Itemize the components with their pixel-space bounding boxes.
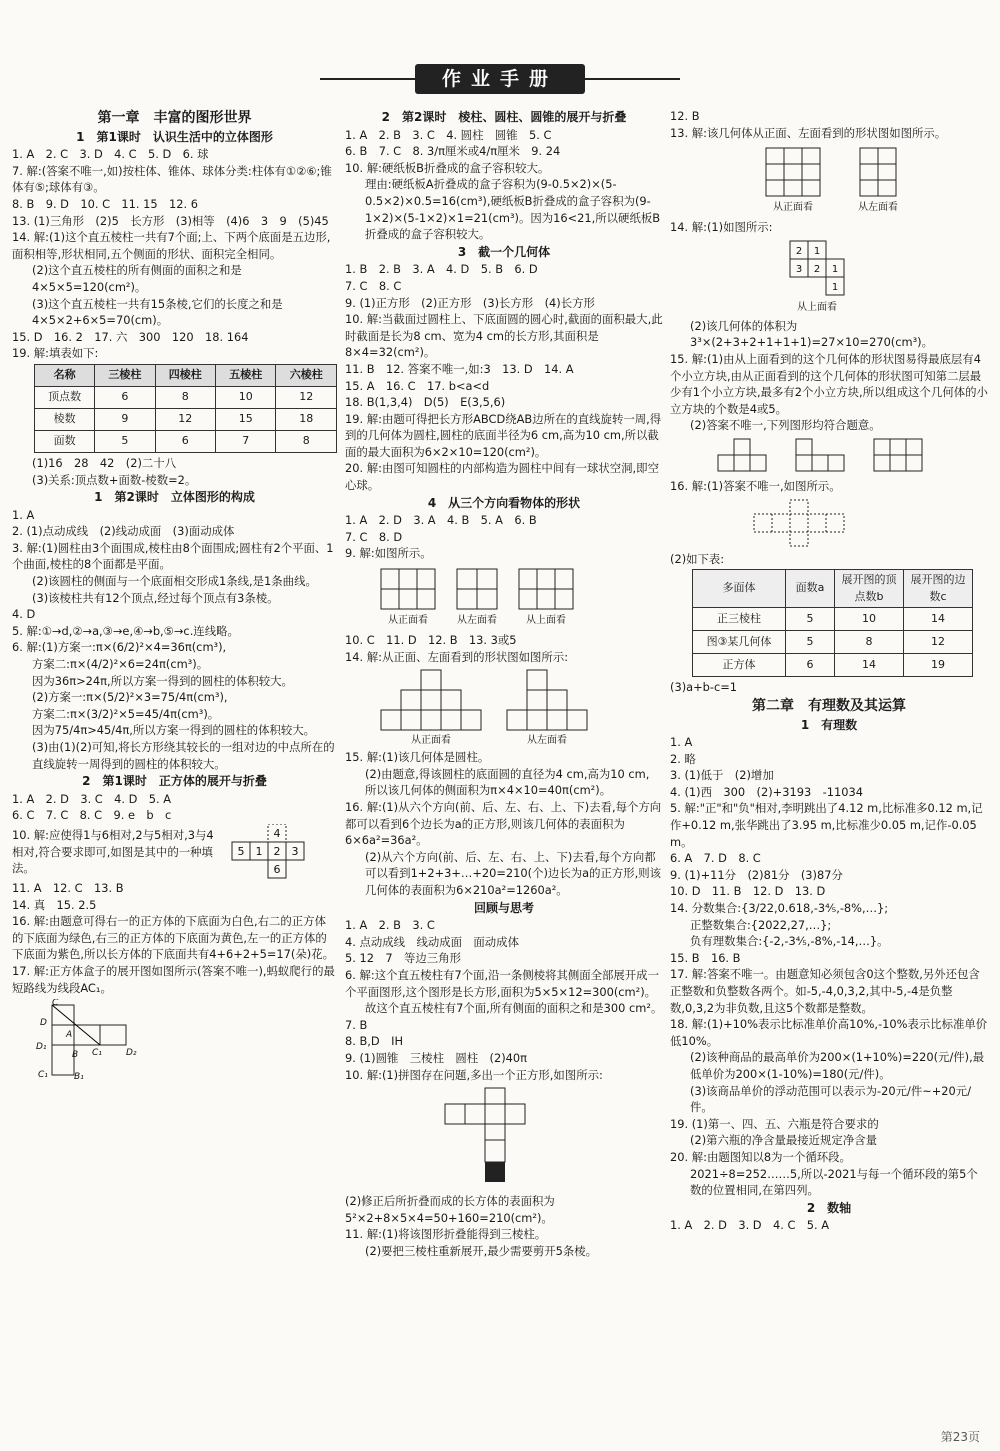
answer-line: 3. (1)低于 (2)增加 [670,768,774,783]
answer-line: 20. 解:由题图知以8为一个循环段。 [670,1149,851,1164]
answer-line: 2. 略 [670,751,696,766]
table-cell: 三棱柱 [95,364,155,386]
answer-line: 1. A [12,507,35,522]
page-title: 作业手册 [415,64,585,94]
answer-line: 15. 解:(1)由从上面看到的这个几何体的形状图易得最底层有4个小立方块,由从正面看到的这个几何体的形状图可知第二层最少有1个小立方块,最多有2个小立方块,所以组成这个几何体的小立方块的个数是4或5。 [670,351,988,416]
cube-count: 1 [813,245,821,257]
answer-line: 1. A 2. B 3. C 4. 圆柱 圆锥 5. C [345,127,552,142]
answer-line: 15. 解:(1)该几何体是圆柱。 [345,750,490,765]
answer-line: (1)16 28 42 (2)二十八 [32,455,177,470]
answer-line: 13. 解:该几何体从正面、左面看到的形状图如图所示。 [670,125,947,140]
table-cell: 多面体 [693,570,786,608]
table-cell: 展开图的顶点数b [835,570,904,608]
answer-line: 1. A [670,735,693,750]
answer-line: 10. 解:应使得1与6相对,2与5相对,3与4相对,符合要求即可,如图是其中的一种填法。 [12,828,214,876]
answer-line: 14. 解:(1)如图所示: [670,220,773,235]
cube-count: 1 [831,263,839,275]
view-caption: 从左面看 [858,202,898,214]
vertex-label: C₁ [38,1070,48,1081]
answer-line: 故这个直五棱柱有7个面,所有侧面的面积之和是300 cm²。 [365,1001,663,1016]
section-title: 2 数轴 [806,1200,852,1215]
net-label: 2 [273,844,281,858]
table-row [35,408,337,430]
answer-line: 18. 解:(1)+10%表示比标准单价高10%,-10%表示比标准单价低10%。 [670,1017,988,1048]
net-label: 6 [273,862,281,876]
table-cell: 5 [786,608,835,631]
top-view-figure [770,239,970,315]
table-cell: 棱数 [35,408,95,430]
vertex-label: C₁ [92,1048,102,1059]
view-caption: 从正面看 [411,735,451,747]
table-row [693,631,973,654]
vertex-label: B₁ [74,1072,84,1082]
answer-line: 17. 解:正方体盒子的展开图如图所示(答案不唯一),蚂蚁爬行的最短路线为线段AC₁。 [12,963,335,995]
net-label: 4 [273,826,281,840]
vertex-label: A [66,1030,73,1041]
section-title: 1 有理数 [800,717,858,732]
view-caption: 从正面看 [388,615,428,627]
vertex-label: C [52,999,59,1009]
table-cell: 8 [155,386,215,408]
answer-line: 正整数集合:{2022,27,…}; [690,917,832,932]
front-left-views-figure [367,668,607,746]
cube-count: 2 [795,245,803,257]
answer-line: 15. B 16. B [670,950,741,965]
table-cell: 6 [786,654,835,677]
answer-line: 10. 解:硬纸板B折叠成的盒子容积较大。 [345,160,550,175]
answer-line: 6. 解:这个直五棱柱有7个面,沿一条侧棱将其侧面全部展开成一个平面图形,这个图形是长方形,面积为5×5×12=300(cm²)。 [345,967,659,999]
answer-line: 5. 解:"正"和"负"相对,李明跳出了4.12 m,比标准多0.12 m,记作+0.12 m,张华跳出了3.95 m,比标准少0.05 m,记作-0.05 m。 [670,801,983,849]
chapter-title: 第一章 丰富的图形世界 [97,110,252,126]
answer-line: 负有理数集合:{-2,-3⁴⁄₅,-8%,-14,…}。 [690,934,889,949]
view-caption: 从上面看 [526,615,566,627]
answer-line: (3)a+b-c=1 [670,680,738,695]
answer-line: 16. 解:(1)答案不唯一,如图所示。 [670,478,841,493]
answer-line: (2)这个直五棱柱的所有侧面的面积之和是4×5×5=120(cm²)。 [32,263,242,294]
answer-line: (2)该种商品的最高单价为200×(1+10%)=220(元/件),最低单价为200×(1-10%)=180(元/件)。 [690,1050,985,1081]
answer-line: 1. A 2. D 3. A 4. B 5. A 6. B [345,513,537,528]
answer-line: (3)该棱柱共有12个顶点,经过每个顶点有3条棱。 [32,590,279,605]
answer-line: 5. 12 7 等边三角形 [345,951,461,966]
answer-line: 10. D 11. B 12. D 13. D [670,884,826,899]
vertex-label: D₂ [126,1048,137,1059]
answer-line: 2. (1)点动成线 (2)线动成面 (3)面动成体 [12,524,235,539]
answer-line: 7. C 8. D [345,529,403,544]
answer-line: (2)答案不唯一,下列图形均符合题意。 [690,418,881,433]
answer-line: 11. B 12. 答案不唯一,如:3 13. D 14. A [345,361,574,376]
prism-table [34,364,337,453]
answer-line: (2)如下表: [670,551,725,566]
table-cell: 19 [904,654,973,677]
net-16-figure [750,498,910,548]
cube-count: 2 [813,263,821,275]
answer-line: 14. 真 15. 2.5 [12,897,97,912]
answer-line: (2)第六瓶的净含量最接近规定净含量 [690,1133,877,1148]
table-row [693,654,973,677]
header-banner [320,64,680,94]
table-cell: 14 [835,654,904,677]
table-cell: 6 [95,386,155,408]
net-label: 3 [291,844,299,858]
table-cell: 9 [95,408,155,430]
cube-count: 1 [831,281,839,293]
answer-line: (3)关系:顶点数+面数-棱数=2。 [32,472,197,487]
answer-line: 19. (1)第一、四、五、六瓶是符合要求的 [670,1116,879,1131]
table-cell: 10 [216,386,276,408]
view-caption: 从左面看 [527,735,567,747]
answer-line: (2)修正后所折叠而成的长方体的表面积为5²×2+8×5×4=50+160=210(cm²)。 [345,1194,555,1225]
answer-line: 方案二:π×(4/2)²×6=24π(cm³)。 [32,657,209,672]
table-cell: 15 [216,408,276,430]
answer-line: (2)该几何体的体积为3³×(2+3+2+1+1+1)=27×10=270(cm³)。 [690,318,934,350]
table-header-row [35,364,337,386]
table-row [693,608,973,631]
table-cell: 五棱柱 [216,364,276,386]
answer-line: 16. 解:(1)从六个方向(前、后、左、右、上、下)去看,每个方向都可以看到6个边长为a的正方形,则该几何体的表面积为6×6a²=36a²。 [345,800,662,848]
answer-line: 18. B(1,3,4) D(5) E(3,5,6) [345,395,506,410]
answer-line: 20. 解:由图可知圆柱的内部构造为圆柱中间有一球状空洞,即空心球。 [345,461,659,493]
table-cell: 六棱柱 [276,364,337,386]
answer-line: 10. 解:当截面过圆柱上、下底面圆的圆心时,截面的面积最大,此时截面是长为8 cm、宽为4 cm的长方形,其面积是8×4=32(cm²)。 [345,312,663,360]
table-cell: 5 [95,430,155,452]
answer-line: 9. (1)圆锥 三棱柱 圆柱 (2)40π [345,1050,528,1065]
cube-net-figure [228,824,328,880]
answer-line: (3)这个直五棱柱一共有15条棱,它们的长度之和是4×5×2+6×5=70(cm)。 [32,296,283,328]
view-caption: 从左面看 [457,615,497,627]
box-net-figure [34,999,174,1081]
vertex-label: D [40,1018,47,1029]
answer-line: 17. 解:答案不唯一。由题意知必须包含0这个整数,另外还包含正整数和负整数各两个。如-5,-4,0,3,2,其中-5,-4是负整数,0,3,2为非负数,且这5个数都是整数。 [670,967,980,1015]
column-left [12,108,337,1084]
answer-line: 1. A 2. D 3. D 4. C 5. A [670,1218,830,1233]
answer-line: 7. 解:(答案不唯一,如)按柱体、锥体、球体分类:柱体有①②⑥;锥体有⑤;球体有③。 [12,163,332,195]
answer-line: 6. B 7. C 8. 3/π厘米或4/π厘米 9. 24 [345,144,561,159]
answer-line: 11. 解:(1)将该图形折叠能得到三棱柱。 [345,1227,547,1242]
answer-line: (2)该圆柱的侧面与一个底面相交形成1条线,是1条曲线。 [32,574,317,589]
answer-line: 10. 解:(1)拼图存在问题,多出一个正方形,如图所示: [345,1067,603,1082]
table-cell: 14 [904,608,973,631]
answer-line: 3. 解:(1)圆柱由3个面围成,棱柱由8个面围成;圆柱有2个平面、1个曲面,棱柱的8个面都是平面。 [12,540,334,572]
answer-line: 16. 解:由题意可得右一的正方体的下底面为白色,右二的正方体的下底面为绿色,右三的正方体的下底面为黄色,左一的正方体的下底面为紫色,所以长方体的下底面共有4+6+2+5=17(朵)花。 [12,914,334,962]
view-caption: 从正面看 [773,202,813,214]
answer-line: 15. D 16. 2 17. 六 300 120 18. 164 [12,329,249,344]
answer-line: 1. A 2. C 3. D 4. C 5. D 6. 球 [12,147,209,162]
answer-line: 因为36π>24π,所以方案一得到的圆柱的体积较大。 [32,673,293,688]
answer-line: 14. 分数集合:{3/22,0.618,-3⁴⁄₅,-8%,…}; [670,901,889,916]
answer-line: 9. (1)正方形 (2)正方形 (3)长方形 (4)长方形 [345,295,595,310]
answer-line: 15. A 16. C 17. b<a<d [345,378,490,393]
box-net-fix-figure [425,1086,585,1190]
answer-line: 因为75/4π>45/4π,所以方案一得到的圆柱的体积较大。 [32,723,316,738]
answer-line: 1. A 2. D 3. C 4. D 5. A [12,791,172,806]
polyhedron-table [692,569,973,677]
answer-line: 4. D [12,607,36,622]
answer-line: 方案二:π×(3/2)²×5=45/4π(cm³)。 [32,706,220,721]
answer-line: 1. B 2. B 3. A 4. D 5. B 6. D [345,262,538,277]
answer-line: (2)方案一:π×(5/2)²×3=75/4π(cm³), [32,690,228,705]
table-cell: 12 [276,386,337,408]
table-cell: 8 [276,430,337,452]
table-cell: 10 [835,608,904,631]
answer-line: (3)该商品单价的浮动范围可以表示为-20元/件~+20元/件。 [690,1083,972,1115]
answer-line: 11. A 12. C 13. B [12,880,124,895]
answer-line: 8. B,D IH [345,1034,404,1049]
page-number: 第23页 [940,1430,980,1444]
answer-line: 6. 解:(1)方案一:π×(6/2)²×4=36π(cm³), [12,640,227,655]
answer-line: 14. 解:从正面、左面看到的形状图如图所示: [345,649,569,664]
answer-line: 4. 点动成线 线动成面 面动成体 [345,934,519,949]
column-right [670,108,988,1234]
table-cell: 18 [276,408,337,430]
section-title: 2 第2课时 棱柱、圆柱、圆锥的展开与折叠 [381,110,627,124]
answer-line: 10. C 11. D 12. B 13. 3或5 [345,633,517,648]
table-row [35,430,337,452]
three-views-figure [367,565,597,629]
vertex-label: B [72,1050,79,1061]
table-cell: 面数 [35,430,95,452]
net-label: 1 [255,844,263,858]
table-cell: 8 [835,631,904,654]
answer-line: 13. (1)三角形 (2)5 长方形 (3)相等 (4)6 3 9 (5)45 [12,213,329,228]
extra-square [485,1162,505,1182]
answer-line: 8. B 9. D 10. C 11. 15 12. 6 [12,196,199,211]
net-label: 5 [237,844,245,858]
section-title: 2 第1课时 正方体的展开与折叠 [82,774,267,789]
column-middle [345,108,663,1259]
table-cell: 图③某几何体 [693,631,786,654]
answer-line: 5. 解:①→d,②→a,③→e,④→b,⑤→c.连线略。 [12,623,239,638]
table-cell: 12 [155,408,215,430]
answer-line: 7. C 8. C [345,278,402,293]
answer-line: 14. 解:(1)这个直五棱柱一共有7个面;上、下两个底面是五边形,面积相等,形状相同,五个侧面的形状、面积完全相同。 [12,230,331,261]
chapter-title: 第二章 有理数及其运算 [752,697,906,714]
answer-line: 2021÷8=252……5,所以-2021与每一个循环段的第5个数的位置相同,在第四列。 [690,1166,978,1198]
table-cell: 顶点数 [35,386,95,408]
section-title: 4 从三个方向看物体的形状 [427,495,581,510]
answer-line: (2)由题意,得该圆柱的底面圆的直径为4 cm,高为10 cm, [365,766,650,781]
section-title: 1 第2课时 立体图形的构成 [94,490,255,505]
answer-line: 19. 解:填表如下: [12,346,99,361]
option-shapes-figure [704,437,964,475]
table-cell: 面数a [786,570,835,608]
answer-line: 9. 解:如图所示。 [345,546,432,561]
vertex-label: D₁ [36,1042,47,1053]
answer-line: 9. (1)+11分 (2)81分 (3)87分 [670,867,843,882]
table-cell: 7 [216,430,276,452]
answer-line: 7. B [345,1017,368,1032]
answer-line: 1. A 2. B 3. C [345,918,435,933]
table-cell: 展开图的边数c [904,570,973,608]
answer-line: 4. (1)西 300 (2)+3193 -11034 [670,784,863,799]
table-cell: 5 [786,631,835,654]
table-cell: 正三棱柱 [693,608,786,631]
answer-line: 所以该几何体的侧面积为π×4×10=40π(cm²)。 [365,783,612,798]
answer-line: (2)要把三棱柱重新展开,最少需要剪开5条棱。 [365,1243,598,1258]
table-row [35,386,337,408]
answer-line: 19. 解:由题可得把长方形ABCD绕AB边所在的直线旋转一周,得到的几何体为圆柱,圆柱的底面半径为6 cm,高为10 cm,所以截面的最大面积为6×2×10=120(cm²)。 [345,411,662,459]
answer-line: 理由:硬纸板A折叠成的盒子容积为(9-0.5×2)×(5-0.5×2)×0.5=16(cm³),硬纸板B折叠成的盒子容积为(9-1×2)×(5-1×2)×1=21(cm³)。因为16<21,所以硬纸板B折叠成的盒子容积较大。 [365,177,661,242]
answer-line: 6. C 7. C 8. C 9. e b c [12,808,172,823]
section-title: 1 第1课时 认识生活中的立体图形 [76,129,273,144]
answer-line: 6. A 7. D 8. C [670,851,761,866]
table-cell: 名称 [35,364,95,386]
answer-line: 12. B [670,109,700,123]
table-cell: 6 [155,430,215,452]
table-cell: 正方体 [693,654,786,677]
table-header-row [693,570,973,608]
table-cell: 12 [904,631,973,654]
section-title: 回顾与思考 [473,900,534,915]
view-caption: 从上面看 [797,301,837,313]
cube-count: 3 [795,263,803,275]
table-cell: 四棱柱 [155,364,215,386]
views-13-figure [740,144,940,216]
section-title: 3 截一个几何体 [457,244,551,259]
answer-line: (2)从六个方向(前、后、左、右、上、下)去看,每个方向都可以看到1+2+3+…+20=210(个)边长为a的正方形,则该几何体的表面积为6×210a²=1260a²。 [365,849,662,897]
answer-line: (3)由(1)(2)可知,将长方形绕其较长的一组对边的中点所在的直线旋转一周得到的圆柱的体积较大。 [32,740,335,771]
